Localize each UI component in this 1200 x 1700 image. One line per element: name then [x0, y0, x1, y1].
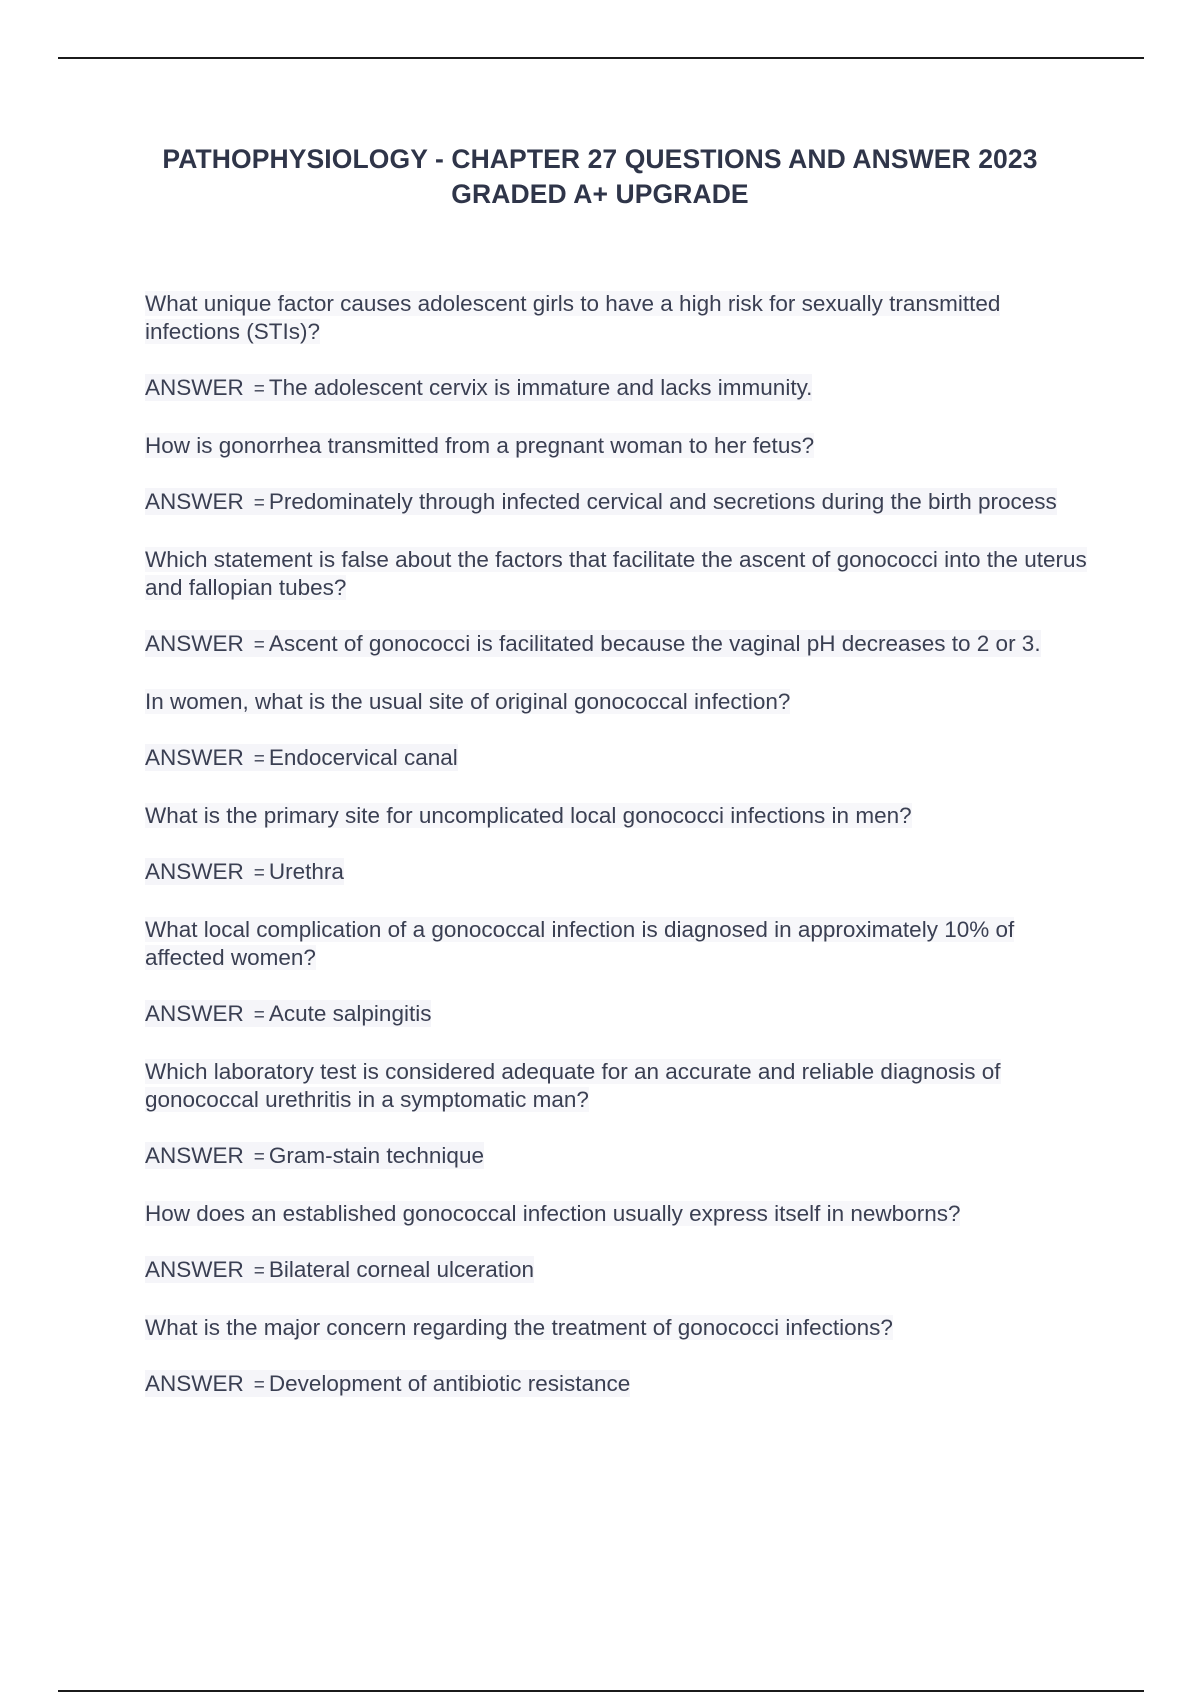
question-text: What is the major concern regarding the treatment of gonococci infections?	[145, 1315, 893, 1340]
top-rule	[58, 57, 1144, 59]
question-text: How is gonorrhea transmitted from a pregnant woman to her fetus?	[145, 433, 815, 458]
answer-text: Endocervical canal	[268, 745, 458, 770]
qa-item	[145, 802, 1095, 888]
answer-line	[145, 744, 458, 771]
answer-line	[145, 1142, 484, 1169]
question-text: What local complication of a gonococcal infection is diagnosed in approximately 10% of affected women?	[145, 917, 1015, 970]
answer-text: Urethra	[268, 859, 344, 884]
answer-text: The adolescent cervix is immature and lacks immunity.	[268, 375, 813, 400]
answer-separator: =	[253, 379, 265, 400]
title-line-1: PATHOPHYSIOLOGY - CHAPTER 27 QUESTIONS AND ANSWER 2023	[162, 144, 1038, 174]
question-text: In women, what is the usual site of original gonococcal infection?	[145, 689, 791, 714]
answer-label: ANSWER	[145, 489, 244, 514]
answer-separator: =	[253, 1375, 265, 1396]
qa-item	[145, 432, 1095, 518]
answer-text: Development of antibiotic resistance	[268, 1371, 631, 1396]
qa-item	[145, 290, 1095, 404]
answer-label: ANSWER	[145, 375, 244, 400]
qa-list	[145, 290, 1095, 1428]
qa-item	[145, 688, 1095, 774]
answer-separator: =	[253, 749, 265, 770]
answer-line	[145, 1370, 630, 1397]
answer-text: Gram-stain technique	[268, 1143, 484, 1168]
qa-item	[145, 1200, 1095, 1286]
answer-separator: =	[253, 863, 265, 884]
answer-label: ANSWER	[145, 1371, 244, 1396]
document-title	[120, 142, 1080, 212]
answer-separator: =	[253, 635, 265, 656]
answer-separator: =	[253, 1005, 265, 1026]
answer-line	[145, 630, 1041, 657]
question-text: Which statement is false about the factors that facilitate the ascent of gonococci into the uterus and fallopian tubes?	[145, 547, 1087, 600]
question-text: What unique factor causes adolescent girls to have a high risk for sexually transmitted infections (STIs)?	[145, 291, 1001, 344]
answer-text: Predominately through infected cervical and secretions during the birth process	[268, 489, 1057, 514]
qa-item	[145, 1058, 1095, 1172]
answer-label: ANSWER	[145, 631, 244, 656]
qa-item	[145, 916, 1095, 1030]
answer-line	[145, 374, 812, 401]
answer-line	[145, 488, 1057, 515]
answer-text: Bilateral corneal ulceration	[268, 1257, 535, 1282]
question-text: What is the primary site for uncomplicated local gonococci infections in men?	[145, 803, 912, 828]
answer-label: ANSWER	[145, 1001, 244, 1026]
answer-text: Ascent of gonococci is facilitated because the vaginal pH decreases to 2 or 3.	[268, 631, 1041, 656]
answer-separator: =	[253, 493, 265, 514]
qa-item	[145, 1314, 1095, 1400]
answer-label: ANSWER	[145, 1143, 244, 1168]
answer-separator: =	[253, 1147, 265, 1168]
answer-label: ANSWER	[145, 1257, 244, 1282]
qa-item	[145, 546, 1095, 660]
bottom-rule	[58, 1690, 1144, 1692]
answer-line	[145, 1256, 534, 1283]
answer-line	[145, 1000, 431, 1027]
answer-text: Acute salpingitis	[268, 1001, 432, 1026]
answer-label: ANSWER	[145, 745, 244, 770]
title-line-2: GRADED A+ UPGRADE	[451, 179, 749, 209]
answer-line	[145, 858, 344, 885]
question-text: Which laboratory test is considered adequate for an accurate and reliable diagnosis of gonococcal urethritis in a symptomatic man?	[145, 1059, 1001, 1112]
question-text: How does an established gonococcal infection usually express itself in newborns?	[145, 1201, 961, 1226]
answer-separator: =	[253, 1261, 265, 1282]
answer-label: ANSWER	[145, 859, 244, 884]
